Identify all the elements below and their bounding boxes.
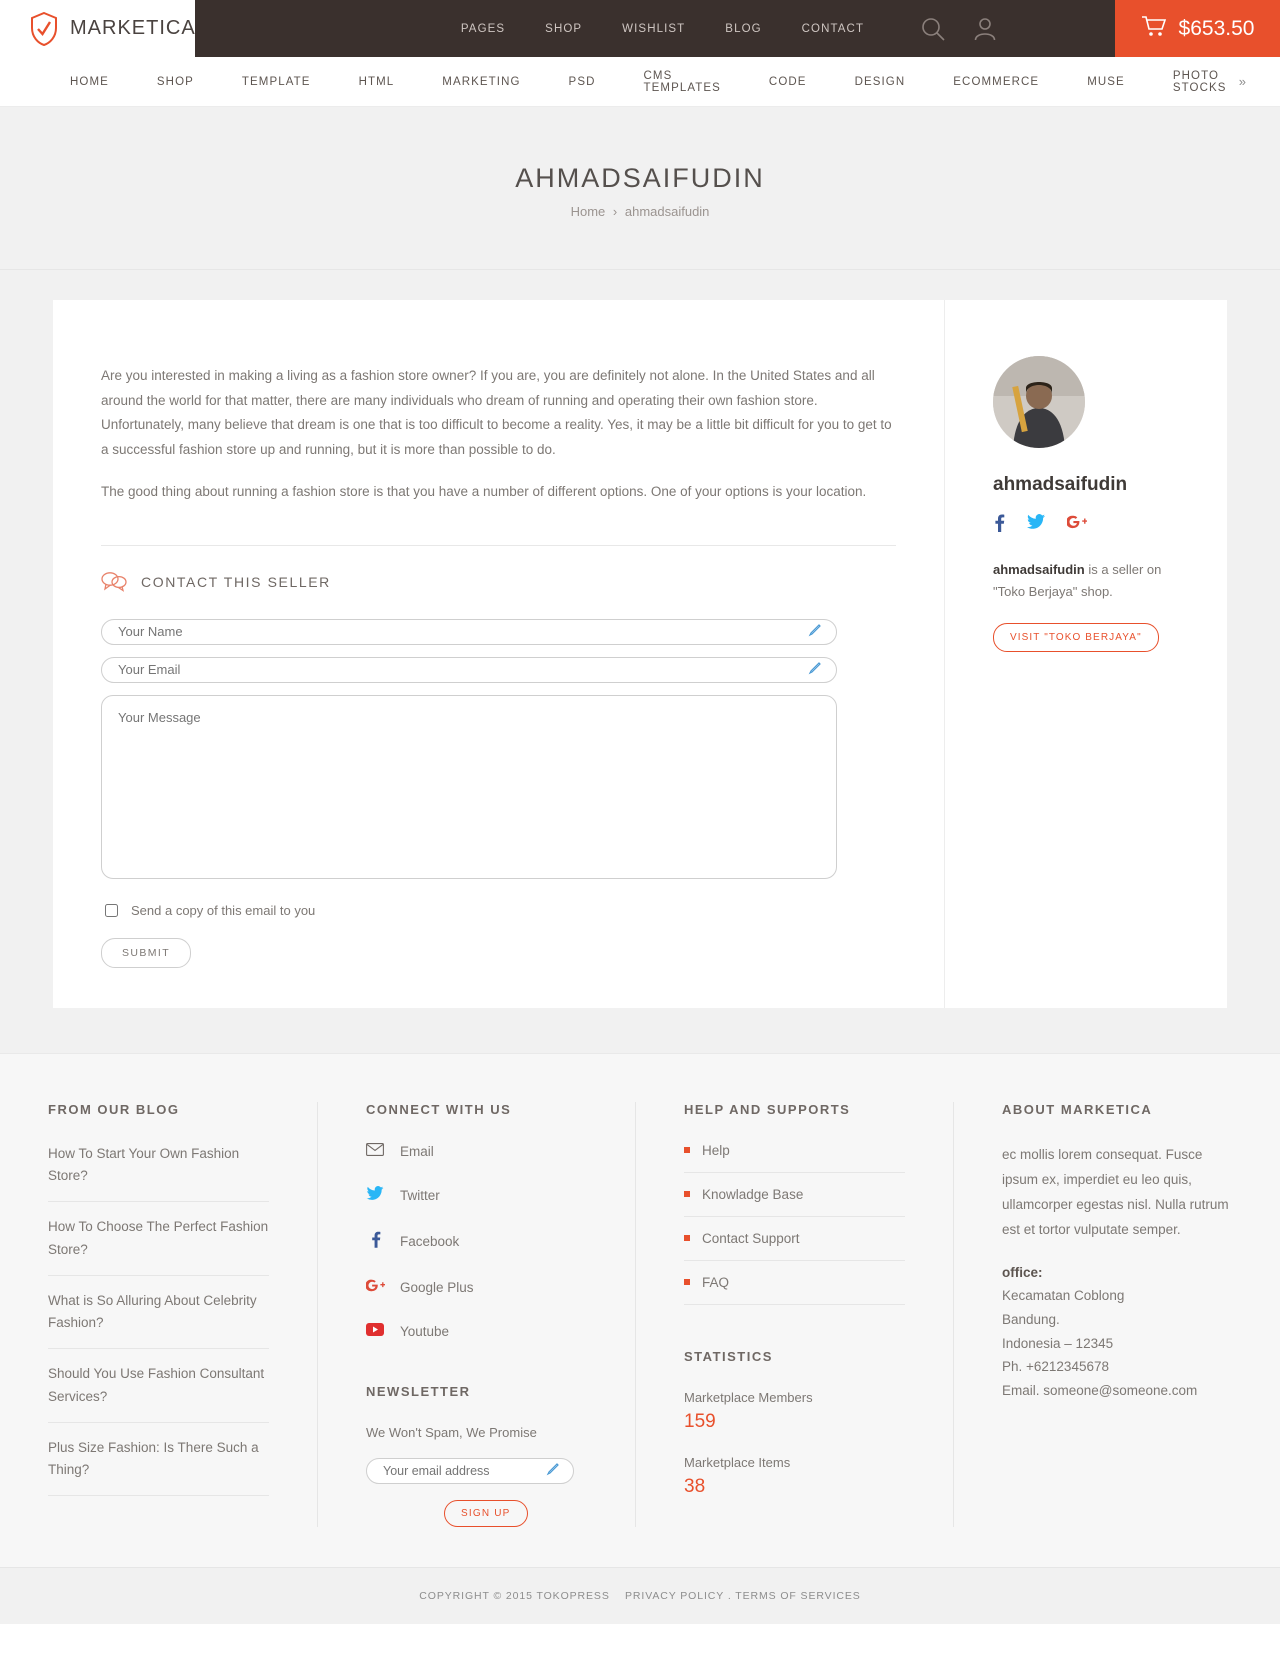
connect-item-youtube[interactable] xyxy=(366,1323,587,1340)
nav-item-shop[interactable]: SHOP xyxy=(156,75,194,88)
send-copy-checkbox[interactable] xyxy=(105,904,118,917)
connect-item-google-plus[interactable] xyxy=(366,1278,587,1297)
connect-label: Google Plus xyxy=(400,1279,474,1295)
stat-members-label: Marketplace Members xyxy=(684,1389,813,1405)
cart-total: $653.50 xyxy=(1178,16,1255,40)
search-icon[interactable] xyxy=(920,16,946,42)
blog-link[interactable]: Plus Size Fashion: Is There Such a Thing? xyxy=(48,1437,269,1497)
help-label: Knowladge Base xyxy=(702,1186,804,1202)
intro-paragraph-1: Are you interested in making a living as a fashion store owner? If you are, you are definitely not alone. In the United States and all around the world for that matter, there are many individuals who dream of running and operating their own fashion store. Unfortunately, many believe that dream is one that is too difficult to become a reality. Yes, it may be a little bit difficult for you to get to a successful fashion store up and running, but it is more than possible to do. xyxy=(101,368,892,457)
signup-button[interactable]: SIGN UP xyxy=(444,1500,528,1527)
breadcrumb xyxy=(0,204,1280,219)
visit-shop-button[interactable]: VISIT "TOKO BERJAYA" xyxy=(993,623,1159,652)
connect-item-twitter[interactable] xyxy=(366,1186,587,1205)
seller-description-rest: is a seller on "Toko Berjaya" shop. xyxy=(993,562,1162,600)
name-input[interactable] xyxy=(116,623,808,640)
footer-about-column xyxy=(954,1102,1280,1527)
connect-label: Twitter xyxy=(400,1187,440,1203)
avatar xyxy=(993,356,1085,448)
newsletter-field[interactable] xyxy=(366,1458,574,1484)
newsletter-input[interactable] xyxy=(381,1463,546,1479)
about-office-line: Email. someone@someone.com xyxy=(1002,1382,1198,1398)
cart-button[interactable] xyxy=(1115,0,1280,57)
logo-text: MARKETICA xyxy=(70,17,196,39)
email-field[interactable] xyxy=(101,657,837,683)
google-plus-icon[interactable] xyxy=(1067,514,1087,537)
copyright-text: COPYRIGHT © 2015 TOKOPRESS xyxy=(419,1589,610,1602)
footer-help-column xyxy=(636,1102,954,1527)
seller-sidebar xyxy=(945,300,1227,1008)
facebook-icon[interactable] xyxy=(993,514,1005,537)
breadcrumb-current: ahmadsaifudin xyxy=(624,204,710,219)
seller-name: ahmadsaifudin xyxy=(993,474,1128,495)
help-item[interactable] xyxy=(684,1231,905,1261)
connect-item-email[interactable] xyxy=(366,1143,587,1160)
nav-item-cms-templates[interactable]: CMS TEMPLATES xyxy=(643,69,721,94)
seller-intro xyxy=(101,364,896,505)
name-field[interactable] xyxy=(101,619,837,645)
blog-link[interactable]: How To Start Your Own Fashion Store? xyxy=(48,1143,269,1203)
submit-button[interactable]: SUBMIT xyxy=(101,938,191,968)
logo[interactable] xyxy=(0,0,195,57)
pencil-icon xyxy=(808,661,822,678)
connect-item-facebook[interactable] xyxy=(366,1231,587,1252)
footer-blog-title: FROM OUR BLOG xyxy=(48,1101,180,1117)
blog-link[interactable]: What is So Alluring About Celebrity Fashion? xyxy=(48,1290,269,1350)
chat-bubbles-icon xyxy=(101,570,127,595)
footer-blog-column xyxy=(0,1102,318,1527)
about-paragraph: ec mollis lorem consequat. Fusce ipsum ex, imperdiet eu leo quis, ullamcorper egestas nisl. Nulla rutrum est et tortor vulputate semper. xyxy=(1002,1146,1229,1237)
email-input[interactable] xyxy=(116,661,808,678)
footer-help-title: HELP AND SUPPORTS xyxy=(684,1101,851,1117)
seller-social-links xyxy=(993,514,1197,537)
blog-link[interactable]: How To Choose The Perfect Fashion Store? xyxy=(48,1216,269,1276)
bullet-icon xyxy=(684,1191,690,1197)
about-office-line: Indonesia – 12345 xyxy=(1002,1335,1114,1351)
top-bar xyxy=(0,0,1280,57)
nav-item-muse[interactable]: MUSE xyxy=(1087,75,1125,88)
help-item[interactable] xyxy=(684,1187,905,1217)
intro-paragraph-2: The good thing about running a fashion store is that you have a number of different options. One of your options is your location. xyxy=(101,484,867,500)
seller-panel xyxy=(53,300,1227,1008)
footer-about-title: ABOUT MARKETICA xyxy=(1002,1101,1153,1117)
about-office-label: office: xyxy=(1002,1264,1043,1280)
footer-newsletter-title: NEWSLETTER xyxy=(366,1383,471,1399)
seller-main-column xyxy=(53,300,945,1008)
help-label: Contact Support xyxy=(702,1230,800,1246)
footer xyxy=(0,1053,1280,1567)
pencil-icon xyxy=(808,623,822,640)
youtube-icon xyxy=(366,1323,384,1340)
about-office-line: Bandung. xyxy=(1002,1311,1060,1327)
main-nav xyxy=(0,57,1280,107)
envelope-icon xyxy=(366,1143,384,1160)
terms-of-services-link[interactable]: TERMS OF SERVICES xyxy=(735,1589,861,1602)
connect-label: Facebook xyxy=(400,1233,460,1249)
twitter-icon xyxy=(366,1186,384,1205)
stat-items-value: 38 xyxy=(684,1475,706,1497)
divider xyxy=(101,545,896,546)
stat-items-label: Marketplace Items xyxy=(684,1454,791,1470)
bullet-icon xyxy=(684,1235,690,1241)
send-copy-label: Send a copy of this email to you xyxy=(131,902,316,918)
user-icon[interactable] xyxy=(972,16,998,42)
contact-form-title: CONTACT THIS SELLER xyxy=(141,574,331,591)
page-title: AHMADSAIFUDIN xyxy=(515,163,765,193)
help-item[interactable] xyxy=(684,1143,905,1173)
help-item[interactable] xyxy=(684,1275,905,1305)
contact-form-heading xyxy=(101,570,896,595)
footer-connect-title: CONNECT WITH US xyxy=(366,1101,512,1117)
nav-item-code[interactable]: CODE xyxy=(768,75,807,88)
top-nav-item-blog[interactable]: BLOG xyxy=(725,22,762,35)
content-area xyxy=(0,270,1280,1053)
copyright-bar xyxy=(0,1567,1280,1624)
seller-description xyxy=(993,559,1197,603)
privacy-policy-link[interactable]: PRIVACY POLICY xyxy=(625,1589,724,1602)
about-office-line: Ph. +6212345678 xyxy=(1002,1359,1109,1375)
blog-link[interactable]: Should You Use Fashion Consultant Services? xyxy=(48,1363,269,1423)
google-plus-icon xyxy=(366,1278,384,1297)
nav-item-template[interactable]: TEMPLATE xyxy=(241,75,311,88)
connect-label: Email xyxy=(400,1143,434,1159)
nav-item-ecommerce[interactable]: ECOMMERCE xyxy=(953,75,1040,88)
nav-item-html[interactable]: HTML xyxy=(358,75,395,88)
nav-item-home[interactable]: HOME xyxy=(70,75,109,88)
message-input[interactable] xyxy=(116,708,822,866)
logo-mark-icon xyxy=(30,12,58,46)
help-label: FAQ xyxy=(702,1274,730,1290)
footer-connect-column xyxy=(318,1102,636,1527)
copyright-separator: . xyxy=(727,1589,732,1602)
about-office-line: Kecamatan Coblong xyxy=(1002,1288,1125,1304)
chevron-double-down-icon[interactable]: » xyxy=(1238,74,1246,89)
message-field[interactable] xyxy=(101,695,837,879)
nav-item-marketing[interactable]: MARKETING xyxy=(442,75,521,88)
breadcrumb-separator: › xyxy=(612,204,618,219)
nav-item-photo-stocks[interactable]: PHOTO STOCKS xyxy=(1172,69,1227,94)
facebook-icon xyxy=(366,1231,384,1252)
newsletter-note: We Won't Spam, We Promise xyxy=(366,1424,537,1440)
page-header xyxy=(0,107,1280,270)
footer-statistics-title: STATISTICS xyxy=(684,1348,773,1364)
nav-item-design[interactable]: DESIGN xyxy=(854,75,906,88)
bullet-icon xyxy=(684,1147,690,1153)
top-icon-group xyxy=(920,0,998,57)
twitter-icon[interactable] xyxy=(1027,514,1045,537)
nav-item-psd[interactable]: PSD xyxy=(568,75,596,88)
top-nav-item-wishlist[interactable]: WISHLIST xyxy=(622,22,686,35)
top-nav-item-contact[interactable]: CONTACT xyxy=(801,22,865,35)
breadcrumb-home[interactable]: Home xyxy=(570,204,606,219)
about-office-block xyxy=(1002,1261,1232,1403)
top-nav-item-shop[interactable]: SHOP xyxy=(545,22,583,35)
seller-description-name: ahmadsaifudin xyxy=(993,562,1085,577)
send-copy-row[interactable] xyxy=(101,901,896,920)
pencil-icon xyxy=(546,1462,560,1479)
stat-members-value: 159 xyxy=(684,1410,716,1432)
top-nav-item-pages[interactable]: PAGES xyxy=(460,22,506,35)
bullet-icon xyxy=(684,1279,690,1285)
cart-icon xyxy=(1141,15,1167,43)
help-label: Help xyxy=(702,1142,730,1158)
connect-label: Youtube xyxy=(400,1323,450,1339)
